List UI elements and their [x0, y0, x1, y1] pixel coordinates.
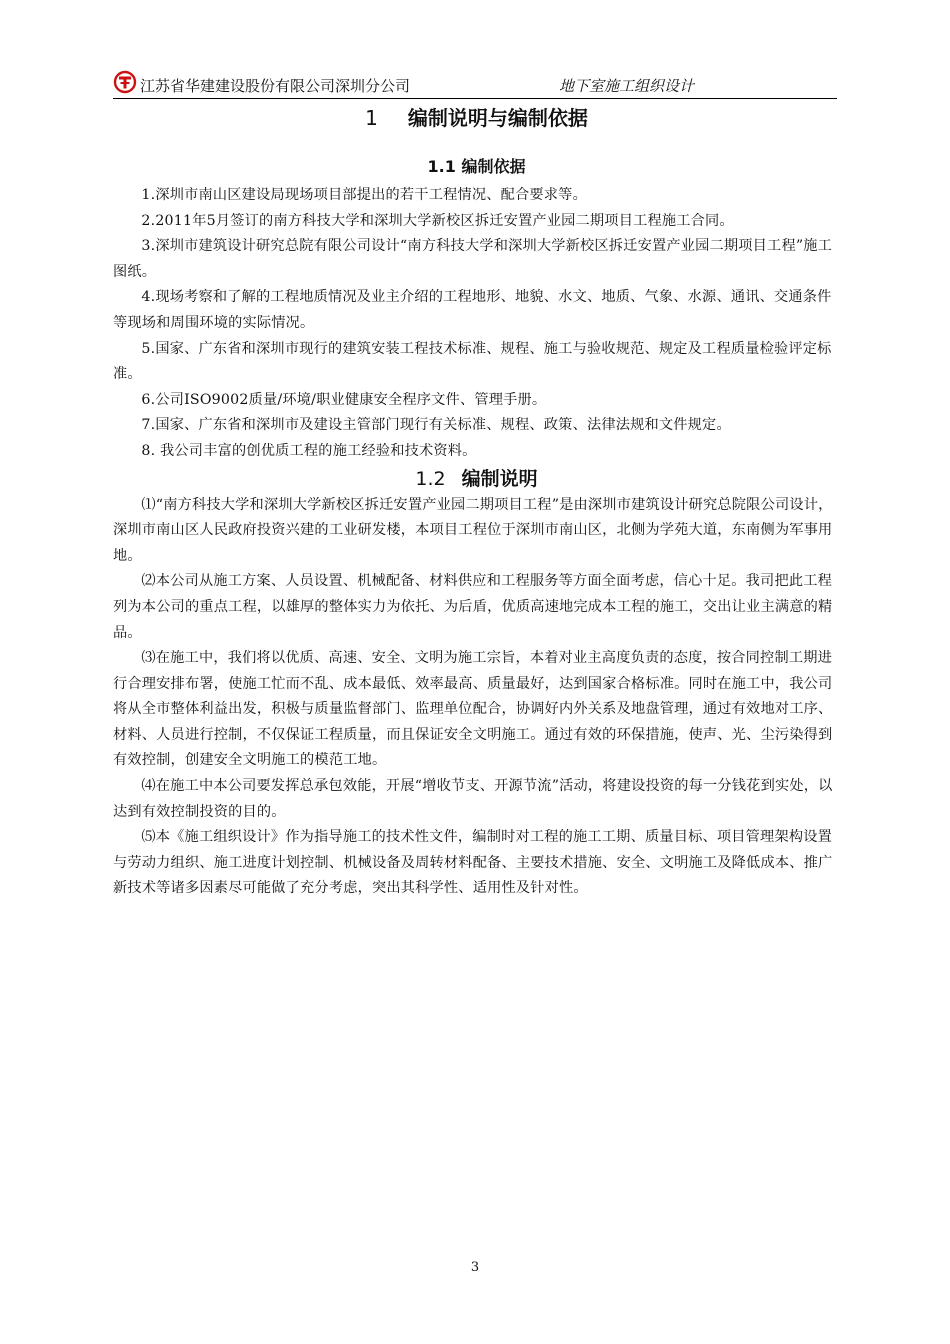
section-heading-1-1: 1.1 编制依据	[427, 157, 526, 176]
basis-item-8: 8. 我公司丰富的创优质工程的施工经验和技术资料。	[141, 442, 477, 459]
explanation-item-4: ⑷在施工中本公司要发挥总承包效能，开展“增收节支、开源节流”活动，将建设投资的每一分钱花到实处，以达到有效控制投资的目的。	[113, 778, 833, 820]
explanation-item-3: ⑶在施工中，我们将以优质、高速、安全、文明为施工宗旨，本着对业主高度负责的态度，按合同控制工期进行合理安排布署，使施工忙而不乱、成本最低、效率最高、质量最好，达到国家合格标准。同时在施工中，我公司将从全市整体利益出发，积极与质量监督部门、监理单位配合，协调好内外关系及地盘管理，通过有效地对工序、材料、人员进行控制，不仅保证工程质量，而且保证安全文明施工。通过有效的环保措施，使声、光、尘污染得到有效控制，创建安全文明施工的模范工地。	[113, 650, 833, 769]
page-header	[113, 70, 837, 99]
page-content	[113, 102, 840, 902]
explanation-item-1: ⑴“南方科技大学和深圳大学新校区拆迁安置产业园二期项目工程”是由深圳市建筑设计研究总院限公司设计，深圳市南山区人民政府投资兴建的工业研发楼，本项目工程位于深圳市南山区，北侧为学苑大道，东南侧为军事用地。	[113, 496, 833, 564]
basis-item-7: 7.国家、广东省和深圳市及建设主管部门现行有关标准、规程、政策、法律法规和文件规定。	[141, 417, 731, 434]
basis-item-2: 2.2011年5月签订的南方科技大学和深圳大学新校区拆迁安置产业园二期项目工程施工合同。	[141, 212, 734, 229]
basis-item-4: 4.现场考察和了解的工程地质情况及业主介绍的工程地形、地貌、水文、地质、气象、水源、通讯、交通条件等现场和周围环境的实际情况。	[113, 289, 832, 331]
document-title: 地下室施工组织设计	[559, 77, 695, 95]
chapter-number: 1	[365, 106, 378, 130]
chapter-title	[113, 102, 840, 134]
basis-item-5: 5.国家、广东省和深圳市现行的建筑安装工程技术标准、规程、施工与验收规范、规定及工程质量检验评定标准。	[113, 340, 832, 383]
company-logo-icon	[113, 70, 137, 94]
section-heading-1-2	[113, 465, 840, 493]
basis-item-1: 1.深圳市南山区建设局现场项目部提出的若干工程情况、配合要求等。	[141, 187, 587, 203]
basis-item-3: 3.深圳市建筑设计研究总院有限公司设计“南方科技大学和深圳大学新校区拆迁安置产业园二期项目工程”施工图纸。	[113, 238, 833, 280]
section-title-text: 编制说明	[461, 467, 538, 490]
explanation-item-5: ⑸本《施工组织设计》作为指导施工的技术性文件，编制时对工程的施工工期、质量目标、项目管理架构设置与劳动力组织、施工进度计划控制、机械设备及周转材料配备、主要技术措施、安全、文明施工及降低成本、推广新技术等诸多因素尽可能做了充分考虑，突出其科学性、适用性及针对性。	[113, 829, 833, 897]
basis-item-6: 6.公司ISO9002质量/环境/职业健康安全程序文件、管理手册。	[141, 391, 547, 408]
chapter-title-text: 编制说明与编制依据	[407, 106, 588, 130]
explanation-item-2: ⑵本公司从施工方案、人员设置、机械配备、材料供应和工程服务等方面全面考虑，信心十足。我司把此工程列为本公司的重点工程，以雄厚的整体实力为依托、为后盾，优质高速地完成本工程的施工，交出让业主满意的精品。	[113, 573, 833, 641]
company-name: 江苏省华建建设股份有限公司深圳分公司	[140, 77, 411, 95]
section-number: 1.2	[415, 467, 446, 490]
page-number: 3	[470, 1260, 480, 1275]
